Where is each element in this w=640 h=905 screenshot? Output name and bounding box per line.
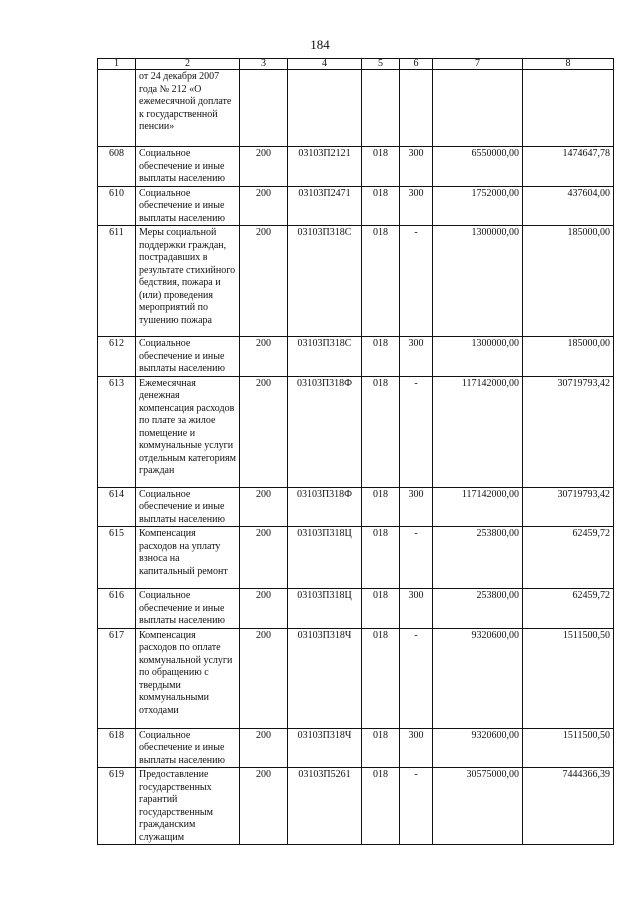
row-description: Социальное обеспечение и иные выплаты населению	[136, 589, 240, 629]
row-amount-actual: 62459,72	[523, 589, 614, 629]
row-number: 618	[98, 728, 136, 768]
column-header-2: 2	[136, 59, 240, 70]
row-amount-plan: 253800,00	[433, 527, 523, 589]
row-code-5: 018	[362, 186, 400, 226]
row-code-5: 018	[362, 628, 400, 728]
row-target-code: 03103П318Ц	[288, 527, 362, 589]
row-description: Социальное обеспечение и иные выплаты населению	[136, 147, 240, 187]
row-amount-actual: 437604,00	[523, 186, 614, 226]
row-target-code: 03103П318Ч	[288, 628, 362, 728]
row-amount-plan: 117142000,00	[433, 376, 523, 487]
row-number: 610	[98, 186, 136, 226]
row-amount-actual: 185000,00	[523, 226, 614, 337]
row-amount-plan: 253800,00	[433, 589, 523, 629]
column-header-3: 3	[240, 59, 288, 70]
table-row	[98, 337, 614, 377]
row-code-3: 200	[240, 226, 288, 337]
row-description: Компенсация расходов на уплату взноса на капитальный ремонт	[136, 527, 240, 589]
row-target-code: 03103П318С	[288, 226, 362, 337]
table-row	[98, 226, 614, 337]
row-amount-plan: 117142000,00	[433, 487, 523, 527]
row-number: 614	[98, 487, 136, 527]
row-code-6: 300	[400, 589, 433, 629]
row-code-3: 200	[240, 337, 288, 377]
row-number: 611	[98, 226, 136, 337]
row-amount-actual: 30719793,42	[523, 487, 614, 527]
table-row	[98, 147, 614, 187]
row-amount-plan: 9320600,00	[433, 728, 523, 768]
row-amount-actual: 62459,72	[523, 527, 614, 589]
column-header-6: 6	[400, 59, 433, 70]
row-description: Меры социальной поддержки граждан, пострадавших в результате стихийного бедствия, пожара и (или) проведения мероприятий по тушению пожара	[136, 226, 240, 337]
row-amount-plan: 1300000,00	[433, 337, 523, 377]
column-header-1: 1	[98, 59, 136, 70]
row-code-5: 018	[362, 589, 400, 629]
column-header-7: 7	[433, 59, 523, 70]
row-amount-actual: 1511500,50	[523, 728, 614, 768]
row-description: Социальное обеспечение и иные выплаты населению	[136, 487, 240, 527]
row-description: Ежемесячная денежная компенсация расходов по плате за жилое помещение и коммунальные услуги отдельным категориям граждан	[136, 376, 240, 487]
table-row	[98, 376, 614, 487]
table-row	[98, 728, 614, 768]
row-code-5: 018	[362, 226, 400, 337]
table-row	[98, 186, 614, 226]
row-code-3: 200	[240, 768, 288, 845]
row-amount-actual	[523, 70, 614, 147]
row-code-6: 300	[400, 337, 433, 377]
row-number: 616	[98, 589, 136, 629]
row-code-5: 018	[362, 728, 400, 768]
row-description: Социальное обеспечение и иные выплаты населению	[136, 728, 240, 768]
column-header-8: 8	[523, 59, 614, 70]
row-code-3	[240, 70, 288, 147]
row-code-6: -	[400, 768, 433, 845]
row-amount-actual: 185000,00	[523, 337, 614, 377]
row-target-code	[288, 70, 362, 147]
row-target-code: 03103П2121	[288, 147, 362, 187]
row-code-5: 018	[362, 376, 400, 487]
table-row	[98, 487, 614, 527]
row-number: 608	[98, 147, 136, 187]
row-code-5	[362, 70, 400, 147]
row-target-code: 03103П2471	[288, 186, 362, 226]
row-code-6: 300	[400, 147, 433, 187]
row-code-6: -	[400, 628, 433, 728]
table-row	[98, 628, 614, 728]
row-code-3: 200	[240, 487, 288, 527]
row-code-5: 018	[362, 147, 400, 187]
row-description: Социальное обеспечение и иные выплаты населению	[136, 337, 240, 377]
row-description: от 24 декабря 2007 года № 212 «О ежемесячной доплате к государственной пенсии»	[136, 70, 240, 147]
row-code-6: 300	[400, 487, 433, 527]
row-amount-actual: 30719793,42	[523, 376, 614, 487]
row-target-code: 03103П318Ч	[288, 728, 362, 768]
row-amount-plan: 6550000,00	[433, 147, 523, 187]
header-row	[98, 59, 614, 70]
column-header-4: 4	[288, 59, 362, 70]
row-target-code: 03103П5261	[288, 768, 362, 845]
row-amount-actual: 1474647,78	[523, 147, 614, 187]
row-amount-plan: 1300000,00	[433, 226, 523, 337]
row-code-3: 200	[240, 589, 288, 629]
row-number: 613	[98, 376, 136, 487]
table-row	[98, 589, 614, 629]
row-code-5: 018	[362, 337, 400, 377]
row-amount-plan: 9320600,00	[433, 628, 523, 728]
table-row	[98, 70, 614, 147]
row-amount-plan: 1752000,00	[433, 186, 523, 226]
row-code-6: -	[400, 376, 433, 487]
row-code-3: 200	[240, 527, 288, 589]
row-target-code: 03103П318С	[288, 337, 362, 377]
row-amount-actual: 7444366,39	[523, 768, 614, 845]
row-number: 615	[98, 527, 136, 589]
row-target-code: 03103П318Ц	[288, 589, 362, 629]
row-description: Компенсация расходов по оплате коммунальной услуги по обращению с твердыми коммунальными отходами	[136, 628, 240, 728]
row-target-code: 03103П318Ф	[288, 376, 362, 487]
row-code-6	[400, 70, 433, 147]
table-row	[98, 527, 614, 589]
row-number: 617	[98, 628, 136, 728]
row-amount-plan	[433, 70, 523, 147]
row-description: Предоставление государственных гарантий государственным гражданским служащим	[136, 768, 240, 845]
row-target-code: 03103П318Ф	[288, 487, 362, 527]
row-code-3: 200	[240, 186, 288, 226]
column-header-5: 5	[362, 59, 400, 70]
row-amount-plan: 30575000,00	[433, 768, 523, 845]
row-number: 619	[98, 768, 136, 845]
row-code-5: 018	[362, 768, 400, 845]
row-number: 612	[98, 337, 136, 377]
table-row	[98, 768, 614, 845]
row-code-5: 018	[362, 527, 400, 589]
row-code-5: 018	[362, 487, 400, 527]
row-code-3: 200	[240, 728, 288, 768]
row-code-3: 200	[240, 147, 288, 187]
row-description: Социальное обеспечение и иные выплаты населению	[136, 186, 240, 226]
row-code-3: 200	[240, 376, 288, 487]
row-code-6: -	[400, 527, 433, 589]
page-number: 184	[310, 37, 330, 52]
row-code-6: 300	[400, 728, 433, 768]
row-amount-actual: 1511500,50	[523, 628, 614, 728]
row-code-6: -	[400, 226, 433, 337]
budget-table	[97, 58, 614, 845]
row-number	[98, 70, 136, 147]
row-code-3: 200	[240, 628, 288, 728]
row-code-6: 300	[400, 186, 433, 226]
